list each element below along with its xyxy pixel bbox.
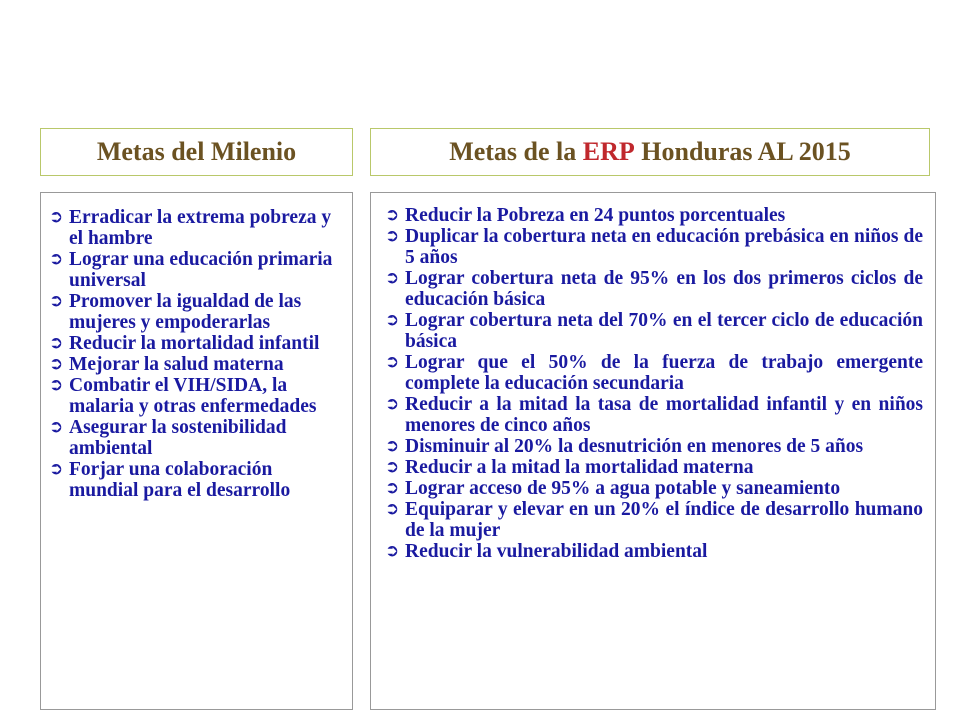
- erp-goal-item-text: Reducir a la mitad la tasa de mortalidad infantil y en niños menores de cinco años: [405, 394, 923, 436]
- erp-goal-item-text: Lograr cobertura neta de 95% en los dos primeros ciclos de educación básica: [405, 268, 923, 310]
- erp-goals-list: [385, 205, 923, 562]
- erp-goal-item: [385, 394, 923, 436]
- millennium-goal-item-text: Promover la igualdad de las mujeres y empoderarlas: [69, 291, 302, 333]
- millennium-goal-item: [49, 459, 340, 501]
- curved-arrow-right-icon: ➲: [385, 541, 400, 561]
- curved-arrow-right-icon: ➲: [385, 226, 400, 246]
- millennium-goal-item-text: Asegurar la sostenibilidad ambiental: [69, 417, 287, 459]
- erp-goal-item: [385, 310, 923, 352]
- erp-goal-item: [385, 457, 923, 478]
- millennium-goal-item-text: Reducir la mortalidad infantil: [69, 333, 320, 354]
- millennium-goal-item: [49, 249, 340, 291]
- erp-goal-item-text: Lograr que el 50% de la fuerza de trabajo emergente complete la educación secundaria: [405, 352, 923, 394]
- millennium-goal-item: [49, 375, 340, 417]
- curved-arrow-right-icon: ➲: [385, 499, 400, 519]
- erp-goal-item: [385, 268, 923, 310]
- erp-goals-list-box: [370, 192, 936, 710]
- millennium-goal-item: [49, 291, 340, 333]
- erp-goal-item-text: Reducir a la mitad la mortalidad materna: [405, 457, 754, 478]
- curved-arrow-right-icon: ➲: [385, 394, 400, 414]
- curved-arrow-right-icon: ➲: [49, 207, 64, 227]
- millennium-goal-item: [49, 417, 340, 459]
- curved-arrow-right-icon: ➲: [385, 205, 400, 225]
- erp-goal-item-text: Disminuir al 20% la desnutrición en menores de 5 años: [405, 436, 864, 457]
- curved-arrow-right-icon: ➲: [385, 478, 400, 498]
- millennium-goals-list: [49, 207, 340, 501]
- curved-arrow-right-icon: ➲: [49, 417, 64, 437]
- erp-goal-item: [385, 205, 923, 226]
- erp-goal-item: [385, 541, 923, 562]
- erp-goal-item: [385, 352, 923, 394]
- curved-arrow-right-icon: ➲: [49, 291, 64, 311]
- millennium-goal-item-text: Lograr una educación primaria universal: [69, 249, 333, 291]
- erp-title-part1: Metas de la: [449, 137, 583, 166]
- curved-arrow-right-icon: ➲: [385, 436, 400, 456]
- millennium-goal-item-text: Combatir el VIH/SIDA, la malaria y otras enfermedades: [69, 375, 317, 417]
- curved-arrow-right-icon: ➲: [49, 459, 64, 479]
- erp-goal-item: [385, 499, 923, 541]
- curved-arrow-right-icon: ➲: [385, 457, 400, 477]
- erp-goal-item: [385, 436, 923, 457]
- millennium-goal-item: [49, 207, 340, 249]
- millennium-goal-item-text: Erradicar la extrema pobreza y el hambre: [69, 207, 332, 249]
- millennium-goal-item-text: Mejorar la salud materna: [69, 354, 284, 375]
- millennium-goals-list-box: [40, 192, 353, 710]
- erp-goal-item-text: Lograr cobertura neta del 70% en el tercer ciclo de educación básica: [405, 310, 923, 352]
- curved-arrow-right-icon: ➲: [385, 352, 400, 372]
- curved-arrow-right-icon: ➲: [385, 268, 400, 288]
- erp-goal-item: [385, 478, 923, 499]
- erp-goal-item-text: Reducir la Pobreza en 24 puntos porcentuales: [405, 205, 786, 226]
- millennium-goal-item: [49, 354, 340, 375]
- erp-title-acronym: ERP: [582, 137, 635, 166]
- curved-arrow-right-icon: ➲: [49, 375, 64, 395]
- curved-arrow-right-icon: ➲: [49, 249, 64, 269]
- erp-goal-item-text: Duplicar la cobertura neta en educación prebásica en niños de 5 años: [405, 226, 923, 268]
- millennium-goals-title: Metas del Milenio: [96, 137, 297, 166]
- erp-goals-header: [370, 128, 930, 176]
- erp-goal-item-text: Reducir la vulnerabilidad ambiental: [405, 541, 708, 562]
- erp-goal-item-text: Lograr acceso de 95% a agua potable y saneamiento: [405, 478, 841, 499]
- curved-arrow-right-icon: ➲: [385, 310, 400, 330]
- curved-arrow-right-icon: ➲: [49, 354, 64, 374]
- millennium-goal-item: [49, 333, 340, 354]
- millennium-goal-item-text: Forjar una colaboración mundial para el desarrollo: [69, 459, 291, 501]
- millennium-goals-header: [40, 128, 353, 176]
- erp-goal-item-text: Equiparar y elevar en un 20% el índice de desarrollo humano de la mujer: [405, 499, 923, 541]
- erp-goal-item: [385, 226, 923, 268]
- curved-arrow-right-icon: ➲: [49, 333, 64, 353]
- erp-title-part3: Honduras AL 2015: [634, 137, 851, 166]
